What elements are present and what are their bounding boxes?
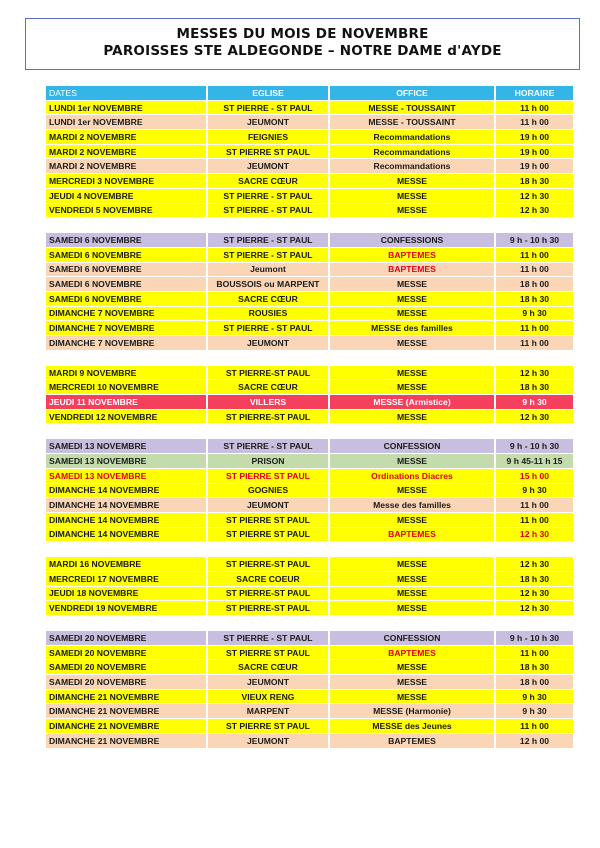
cell-date: DIMANCHE 21 NOVEMBRE	[46, 719, 208, 734]
cell-horaire: 12 h 30	[496, 204, 573, 219]
cell-eglise: SACRE CŒUR	[208, 292, 330, 307]
cell-horaire: 9 h 30	[496, 690, 573, 705]
table-row	[46, 395, 573, 410]
cell-horaire: 11 h 00	[496, 115, 573, 130]
cell-eglise: ST PIERRE - ST PAUL	[208, 439, 330, 454]
table-row	[46, 277, 573, 292]
cell-horaire: 9 h 30	[496, 307, 573, 322]
cell-office: Recommandations	[330, 159, 496, 174]
cell-eglise: SACRE CŒUR	[208, 174, 330, 189]
cell-horaire: 19 h 00	[496, 130, 573, 145]
cell-eglise: ST PIERRE ST PAUL	[208, 646, 330, 661]
header-office: OFFICE	[330, 86, 496, 101]
cell-office: BAPTEMES	[330, 734, 496, 749]
cell-horaire: 11 h 00	[496, 248, 573, 263]
cell-office: MESSE	[330, 292, 496, 307]
cell-office: Recommandations	[330, 130, 496, 145]
cell-office: MESSE	[330, 601, 496, 616]
cell-horaire: 11 h 00	[496, 513, 573, 528]
cell-horaire: 11 h 00	[496, 321, 573, 336]
table-row	[46, 660, 573, 675]
cell-horaire: 12 h 30	[496, 528, 573, 543]
cell-office: BAPTEMES	[330, 263, 496, 278]
group-spacer	[46, 616, 573, 631]
cell-office: MESSE	[330, 660, 496, 675]
table-row	[46, 145, 573, 160]
table-row	[46, 631, 573, 646]
cell-date: DIMANCHE 14 NOVEMBRE	[46, 484, 208, 499]
cell-eglise: VIEUX RENG	[208, 690, 330, 705]
table-row	[46, 484, 573, 499]
table-row	[46, 601, 573, 616]
cell-horaire: 18 h 30	[496, 660, 573, 675]
cell-office: CONFESSION	[330, 631, 496, 646]
cell-office: MESSE	[330, 174, 496, 189]
table-row	[46, 233, 573, 248]
table-row	[46, 675, 573, 690]
cell-date: SAMEDI 6 NOVEMBRE	[46, 277, 208, 292]
cell-office: MESSE	[330, 189, 496, 204]
header-dates: DATES	[46, 86, 208, 101]
group-spacer	[46, 351, 573, 366]
cell-eglise: JEUMONT	[208, 336, 330, 351]
cell-office: CONFESSIONS	[330, 233, 496, 248]
cell-eglise: ROUSIES	[208, 307, 330, 322]
table-row	[46, 454, 573, 469]
cell-date: SAMEDI 20 NOVEMBRE	[46, 631, 208, 646]
cell-office: MESSE	[330, 557, 496, 572]
cell-date: SAMEDI 13 NOVEMBRE	[46, 454, 208, 469]
table-row	[46, 292, 573, 307]
cell-eglise: ST PIERRE - ST PAUL	[208, 631, 330, 646]
cell-horaire: 11 h 00	[496, 646, 573, 661]
cell-date: MERCREDI 3 NOVEMBRE	[46, 174, 208, 189]
cell-eglise: JEUMONT	[208, 675, 330, 690]
cell-office: MESSE	[330, 204, 496, 219]
cell-eglise: VILLERS	[208, 395, 330, 410]
cell-horaire: 18 h 00	[496, 277, 573, 292]
table-row	[46, 115, 573, 130]
table-row	[46, 587, 573, 602]
cell-date: MARDI 9 NOVEMBRE	[46, 366, 208, 381]
schedule-table-body	[46, 86, 573, 749]
cell-horaire: 11 h 00	[496, 336, 573, 351]
cell-office: Recommandations	[330, 145, 496, 160]
table-row	[46, 704, 573, 719]
table-row	[46, 101, 573, 116]
cell-date: SAMEDI 13 NOVEMBRE	[46, 439, 208, 454]
cell-horaire: 11 h 00	[496, 719, 573, 734]
cell-eglise: SACRE CŒUR	[208, 380, 330, 395]
table-row	[46, 307, 573, 322]
schedule-table	[46, 86, 573, 749]
document-title-box	[25, 18, 580, 70]
cell-date: DIMANCHE 7 NOVEMBRE	[46, 336, 208, 351]
cell-date: VENDREDI 5 NOVEMBRE	[46, 204, 208, 219]
cell-horaire: 18 h 30	[496, 292, 573, 307]
cell-eglise: ST PIERRE - ST PAUL	[208, 189, 330, 204]
table-row	[46, 498, 573, 513]
cell-horaire: 9 h - 10 h 30	[496, 631, 573, 646]
cell-date: JEUDI 11 NOVEMBRE	[46, 395, 208, 410]
cell-office: MESSE	[330, 572, 496, 587]
cell-date: SAMEDI 6 NOVEMBRE	[46, 263, 208, 278]
header-eglise: EGLISE	[208, 86, 330, 101]
cell-eglise: JEUMONT	[208, 498, 330, 513]
cell-eglise: ST PIERRE-ST PAUL	[208, 410, 330, 425]
title-line-2: PAROISSES STE ALDEGONDE – NOTRE DAME d'AYDE	[103, 43, 502, 59]
cell-date: DIMANCHE 14 NOVEMBRE	[46, 498, 208, 513]
cell-office: BAPTEMES	[330, 646, 496, 661]
table-row	[46, 174, 573, 189]
cell-horaire: 12 h 30	[496, 601, 573, 616]
cell-office: MESSE	[330, 336, 496, 351]
cell-date: VENDREDI 12 NOVEMBRE	[46, 410, 208, 425]
table-row	[46, 439, 573, 454]
cell-date: SAMEDI 20 NOVEMBRE	[46, 660, 208, 675]
table-row	[46, 130, 573, 145]
table-row	[46, 410, 573, 425]
cell-date: SAMEDI 13 NOVEMBRE	[46, 469, 208, 484]
cell-office: MESSE	[330, 307, 496, 322]
cell-date: VENDREDI 19 NOVEMBRE	[46, 601, 208, 616]
group-spacer	[46, 424, 573, 439]
cell-horaire: 12 h 30	[496, 410, 573, 425]
cell-date: JEUDI 4 NOVEMBRE	[46, 189, 208, 204]
table-row	[46, 469, 573, 484]
header-horaire: HORAIRE	[496, 86, 573, 101]
cell-date: DIMANCHE 21 NOVEMBRE	[46, 690, 208, 705]
table-row	[46, 248, 573, 263]
spacer-cell	[46, 616, 573, 631]
cell-eglise: FEIGNIES	[208, 130, 330, 145]
group-spacer	[46, 542, 573, 557]
cell-date: SAMEDI 6 NOVEMBRE	[46, 292, 208, 307]
table-row	[46, 734, 573, 749]
cell-office: MESSE	[330, 484, 496, 499]
table-row	[46, 646, 573, 661]
cell-eglise: SACRE COEUR	[208, 572, 330, 587]
cell-eglise: ST PIERRE-ST PAUL	[208, 587, 330, 602]
cell-horaire: 9 h - 10 h 30	[496, 439, 573, 454]
cell-office: MESSE	[330, 587, 496, 602]
cell-eglise: ST PIERRE - ST PAUL	[208, 233, 330, 248]
cell-eglise: ST PIERRE - ST PAUL	[208, 321, 330, 336]
cell-horaire: 15 h 00	[496, 469, 573, 484]
cell-eglise: ST PIERRE - ST PAUL	[208, 204, 330, 219]
cell-date: DIMANCHE 7 NOVEMBRE	[46, 307, 208, 322]
cell-eglise: JEUMONT	[208, 115, 330, 130]
table-row	[46, 690, 573, 705]
cell-date: JEUDI 18 NOVEMBRE	[46, 587, 208, 602]
cell-eglise: JEUMONT	[208, 734, 330, 749]
table-row	[46, 263, 573, 278]
cell-eglise: Jeumont	[208, 263, 330, 278]
cell-date: MERCREDI 10 NOVEMBRE	[46, 380, 208, 395]
cell-horaire: 12 h 30	[496, 557, 573, 572]
cell-horaire: 12 h 30	[496, 366, 573, 381]
cell-horaire: 18 h 30	[496, 380, 573, 395]
cell-office: Ordinations Diacres	[330, 469, 496, 484]
cell-horaire: 18 h 00	[496, 675, 573, 690]
cell-date: SAMEDI 6 NOVEMBRE	[46, 248, 208, 263]
cell-date: MARDI 16 NOVEMBRE	[46, 557, 208, 572]
cell-office: MESSE des familles	[330, 321, 496, 336]
cell-date: DIMANCHE 21 NOVEMBRE	[46, 734, 208, 749]
cell-eglise: BOUSSOIS ou MARPENT	[208, 277, 330, 292]
cell-office: MESSE (Armistice)	[330, 395, 496, 410]
title-line-1: MESSES DU MOIS DE NOVEMBRE	[176, 26, 429, 42]
cell-office: MESSE	[330, 675, 496, 690]
cell-horaire: 11 h 00	[496, 263, 573, 278]
table-header-row	[46, 86, 573, 101]
cell-office: MESSE - TOUSSAINT	[330, 115, 496, 130]
table-row	[46, 336, 573, 351]
cell-office: MESSE	[330, 410, 496, 425]
cell-date: DIMANCHE 7 NOVEMBRE	[46, 321, 208, 336]
cell-office: BAPTEMES	[330, 528, 496, 543]
cell-date: DIMANCHE 14 NOVEMBRE	[46, 528, 208, 543]
cell-eglise: ST PIERRE ST PAUL	[208, 513, 330, 528]
table-row	[46, 557, 573, 572]
table-row	[46, 719, 573, 734]
cell-office: MESSE	[330, 690, 496, 705]
table-row	[46, 189, 573, 204]
cell-office: MESSE	[330, 513, 496, 528]
spacer-cell	[46, 351, 573, 366]
cell-horaire: 18 h 30	[496, 174, 573, 189]
cell-date: MARDI 2 NOVEMBRE	[46, 159, 208, 174]
cell-office: MESSE	[330, 277, 496, 292]
cell-eglise: JEUMONT	[208, 159, 330, 174]
table-row	[46, 366, 573, 381]
table-row	[46, 572, 573, 587]
cell-eglise: ST PIERRE ST PAUL	[208, 528, 330, 543]
cell-office: MESSE (Harmonie)	[330, 704, 496, 719]
cell-date: SAMEDI 6 NOVEMBRE	[46, 233, 208, 248]
cell-eglise: ST PIERRE-ST PAUL	[208, 366, 330, 381]
table-row	[46, 528, 573, 543]
cell-eglise: ST PIERRE ST PAUL	[208, 719, 330, 734]
cell-horaire: 9 h - 10 h 30	[496, 233, 573, 248]
cell-horaire: 9 h 45-11 h 15	[496, 454, 573, 469]
cell-horaire: 9 h 30	[496, 704, 573, 719]
cell-date: MERCREDI 17 NOVEMBRE	[46, 572, 208, 587]
table-row	[46, 380, 573, 395]
spacer-cell	[46, 218, 573, 233]
cell-office: MESSE - TOUSSAINT	[330, 101, 496, 116]
cell-date: MARDI 2 NOVEMBRE	[46, 145, 208, 160]
cell-date: MARDI 2 NOVEMBRE	[46, 130, 208, 145]
spacer-cell	[46, 542, 573, 557]
cell-horaire: 18 h 30	[496, 572, 573, 587]
cell-date: SAMEDI 20 NOVEMBRE	[46, 675, 208, 690]
cell-eglise: ST PIERRE-ST PAUL	[208, 601, 330, 616]
cell-eglise: PRISON	[208, 454, 330, 469]
cell-eglise: ST PIERRE ST PAUL	[208, 469, 330, 484]
cell-date: LUNDI 1er NOVEMBRE	[46, 115, 208, 130]
cell-horaire: 19 h 00	[496, 145, 573, 160]
cell-horaire: 9 h 30	[496, 484, 573, 499]
table-row	[46, 513, 573, 528]
cell-horaire: 12 h 00	[496, 734, 573, 749]
cell-eglise: MARPENT	[208, 704, 330, 719]
cell-date: DIMANCHE 21 NOVEMBRE	[46, 704, 208, 719]
cell-horaire: 11 h 00	[496, 101, 573, 116]
cell-horaire: 11 h 00	[496, 498, 573, 513]
cell-eglise: SACRE CŒUR	[208, 660, 330, 675]
cell-eglise: ST PIERRE - ST PAUL	[208, 101, 330, 116]
table-row	[46, 159, 573, 174]
cell-horaire: 19 h 00	[496, 159, 573, 174]
cell-eglise: GOGNIES	[208, 484, 330, 499]
cell-horaire: 12 h 30	[496, 587, 573, 602]
cell-office: MESSE	[330, 454, 496, 469]
cell-horaire: 12 h 30	[496, 189, 573, 204]
cell-eglise: ST PIERRE - ST PAUL	[208, 248, 330, 263]
cell-date: DIMANCHE 14 NOVEMBRE	[46, 513, 208, 528]
cell-office: MESSE	[330, 366, 496, 381]
table-row	[46, 321, 573, 336]
cell-office: MESSE des Jeunes	[330, 719, 496, 734]
cell-horaire: 9 h 30	[496, 395, 573, 410]
group-spacer	[46, 218, 573, 233]
cell-office: CONFESSION	[330, 439, 496, 454]
cell-date: SAMEDI 20 NOVEMBRE	[46, 646, 208, 661]
cell-office: MESSE	[330, 380, 496, 395]
cell-office: BAPTEMES	[330, 248, 496, 263]
cell-eglise: ST PIERRE-ST PAUL	[208, 557, 330, 572]
cell-eglise: ST PIERRE ST PAUL	[208, 145, 330, 160]
cell-date: LUNDI 1er NOVEMBRE	[46, 101, 208, 116]
cell-office: Messe des familles	[330, 498, 496, 513]
table-row	[46, 204, 573, 219]
spacer-cell	[46, 424, 573, 439]
